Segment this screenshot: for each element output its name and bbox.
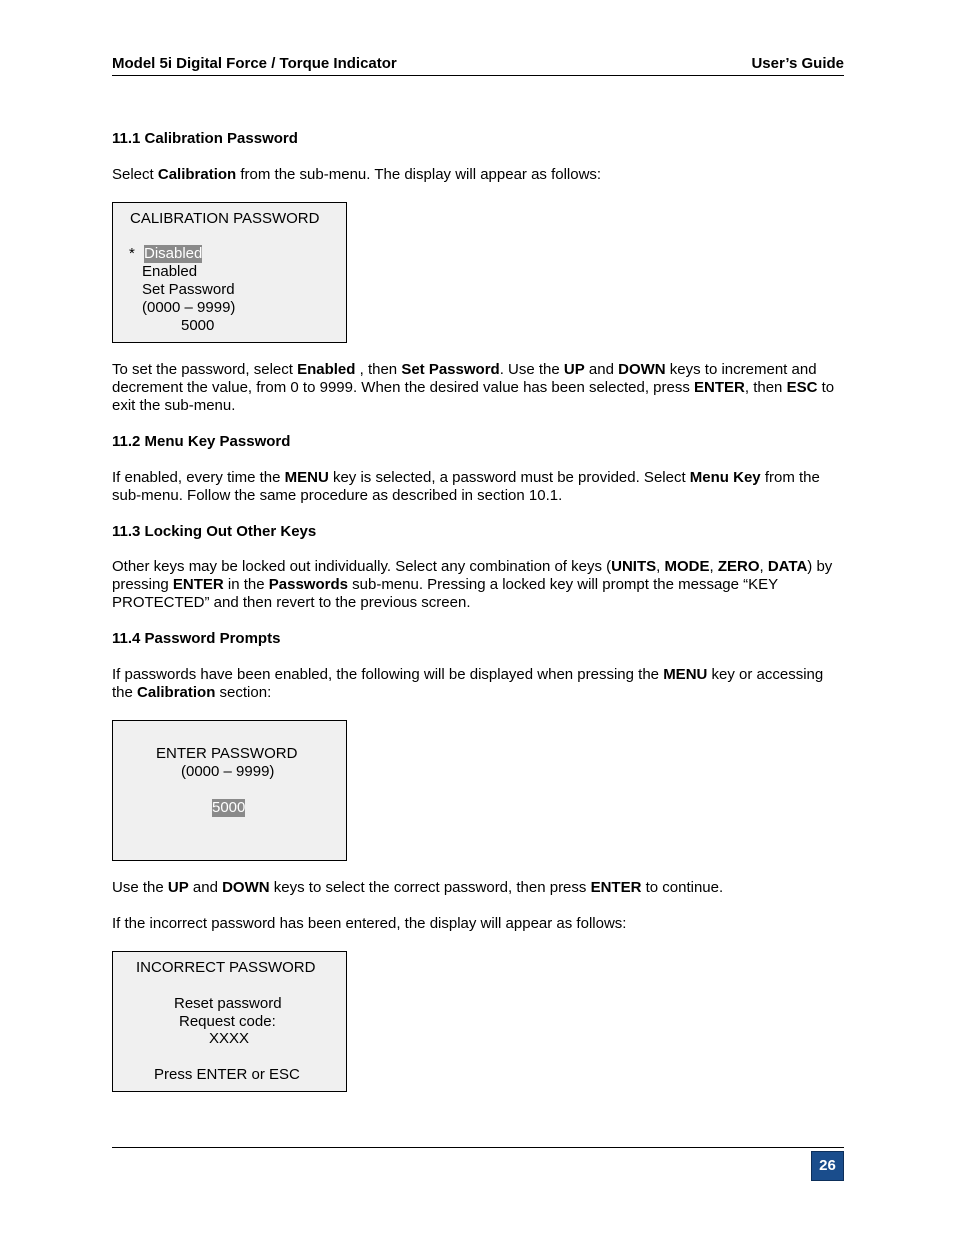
display-title: CALIBRATION PASSWORD <box>130 210 320 227</box>
password-value: 5000 <box>181 317 215 334</box>
password-range: (0000 – 9999) <box>181 763 275 780</box>
footer-rule <box>112 1147 844 1148</box>
request-code-label: Request code: <box>179 1013 276 1030</box>
enter-password-display <box>112 720 347 861</box>
option-set-password: Set Password <box>142 281 235 298</box>
document-title: Model 5i Digital Force / Torque Indicator <box>112 55 397 72</box>
section-heading-11-2: 11.2 Menu Key Password <box>112 433 291 450</box>
section-heading-11-1: 11.1 Calibration Password <box>112 130 298 147</box>
paragraph-11-4-use: Use the UP and DOWN keys to select the correct password, then press ENTER to continue. <box>112 879 724 896</box>
paragraph-11-2-body: If enabled, every time the MENU key is selected, a password must be provided. Select Menu Key from the sub-menu. Follow the same procedure as described in section 10.1. <box>112 469 820 504</box>
reset-password-label: Reset password <box>174 995 282 1012</box>
section-heading-11-3: 11.3 Locking Out Other Keys <box>112 523 317 540</box>
press-enter-esc-label: Press ENTER or ESC <box>154 1066 300 1083</box>
page-number: 26 <box>811 1151 844 1181</box>
option-disabled: Disabled <box>144 245 203 262</box>
display-title: ENTER PASSWORD <box>156 745 298 762</box>
selection-marker: * <box>129 245 135 262</box>
paragraph-11-3-body: Other keys may be locked out individually. Select any combination of keys (UNITS, MODE, ZERO, DATA) by pressing ENTER in the Passwords sub-menu. Pressing a locked key will prompt the message “KEY PROTECTED” and then revert to the previous screen. <box>112 558 833 611</box>
page-header <box>112 55 844 76</box>
paragraph-11-1-intro: Select Calibration from the sub-menu. The display will appear as follows: <box>112 166 602 183</box>
paragraph-11-4-intro: If passwords have been enabled, the following will be displayed when pressing the MENU key or accessing the Calibration section: <box>112 666 824 701</box>
incorrect-password-display <box>112 951 347 1092</box>
display-title: INCORRECT PASSWORD <box>136 959 316 976</box>
password-range: (0000 – 9999) <box>142 299 236 316</box>
password-value: 5000 <box>212 799 246 816</box>
request-code-value: XXXX <box>209 1030 250 1047</box>
paragraph-11-1-body: To set the password, select Enabled , then Set Password. Use the UP and DOWN keys to increment and decrement the value, from 0 to 9999. When the desired value has been selected, press ENTER, then ESC to exit the sub-menu. <box>112 361 835 414</box>
paragraph-incorrect-intro: If the incorrect password has been entered, the display will appear as follows: <box>112 915 627 932</box>
section-heading-11-4: 11.4 Password Prompts <box>112 630 281 647</box>
option-enabled: Enabled <box>142 263 198 280</box>
guide-label: User’s Guide <box>751 55 844 72</box>
calibration-password-display <box>112 202 347 343</box>
